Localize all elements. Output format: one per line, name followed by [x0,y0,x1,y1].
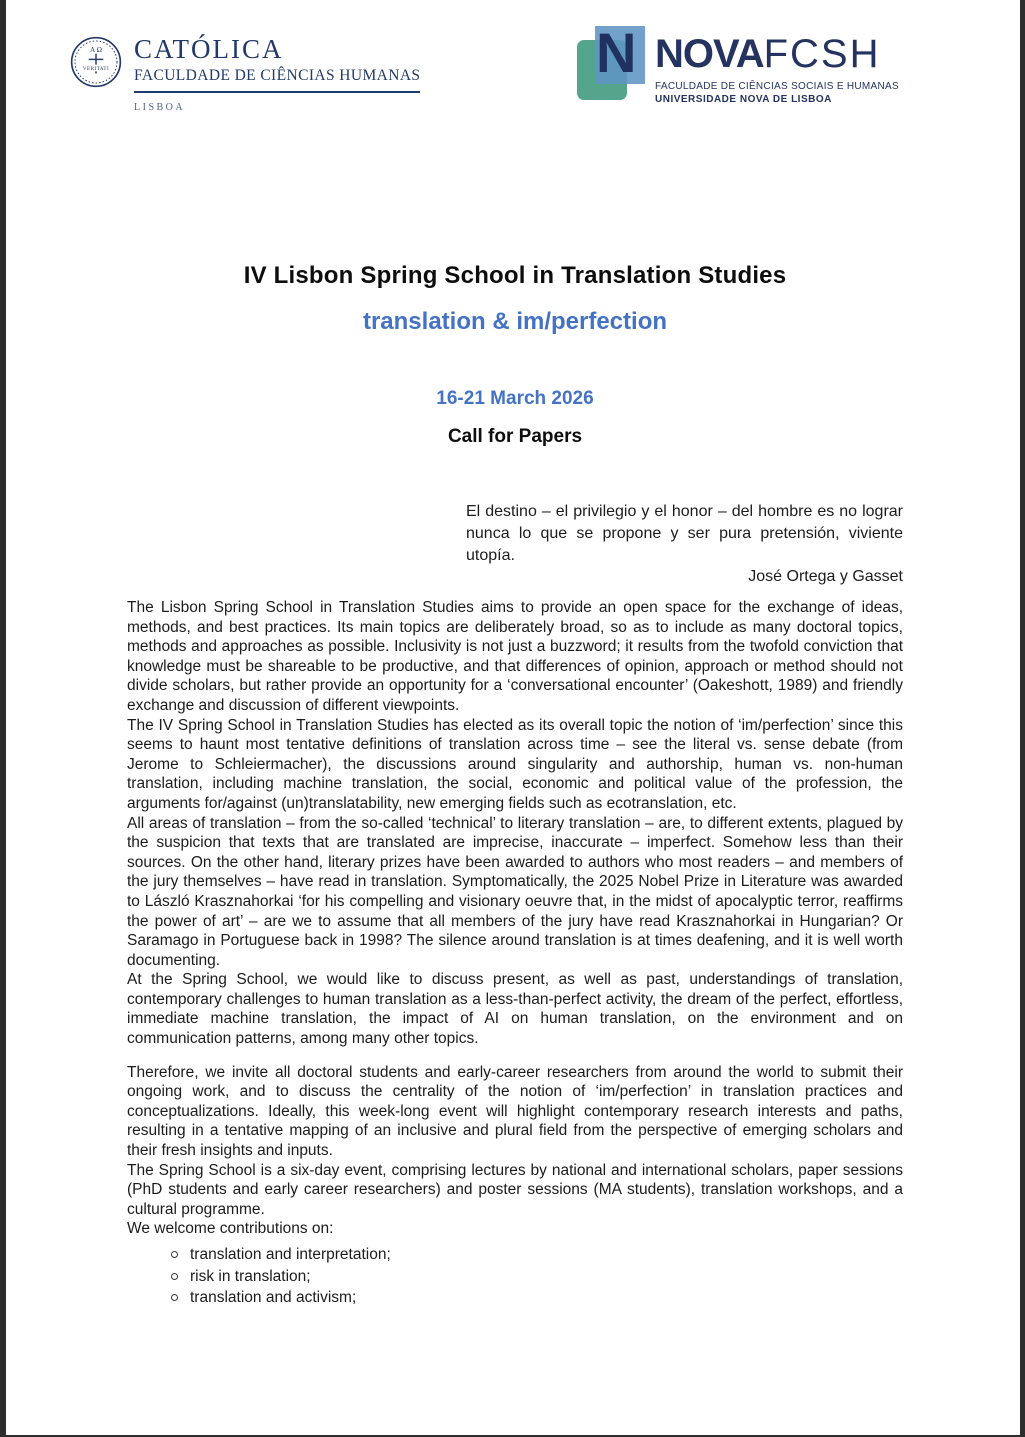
nova-n-letter: N [596,21,637,84]
document-page [6,0,1020,1435]
circle-bullet-icon [171,1273,178,1280]
nova-logo-text [655,34,899,105]
paragraph-2: The IV Spring School in Translation Studies has elected as its overall topic the notion of ‘im/perfection’ since this seems to haunt most tentative definitions of translation across time – see the literal vs. sense debate (from Jerome to Schleiermacher), the discussions around singularity and authorship, human vs. non-human translation, including machine translation, the social, economic and political value of the profession, the arguments for/against (un)translatability, new emerging fields such as ecotranslation, etc. [127,716,903,812]
list-item [127,1287,903,1309]
topic-text: translation and activism; [190,1289,357,1306]
nova-wordmark [655,34,899,74]
paragraph-5: Therefore, we invite all doctoral students and early-career researchers from around the world to submit their ongoing work, and to discuss the centrality of the notion of ‘im/perfection’ in translation practices and conceptualizations. Ideally, this week-long event will highlight contemporary research interests and paths, resulting in a tentative mapping of an inclusive and plural field from the perspective of emerging scholars and their fresh insights and inputs. [127,1063,903,1160]
nova-wordmark-light: FCSH [763,32,881,76]
catolica-logo [70,36,420,113]
welcome-line: We welcome contributions on: [127,1220,334,1238]
list-item [127,1266,903,1288]
paragraph-4: At the Spring School, we would like to discuss present, as well as past, understandings of translation, contemporary challenges to human translation as a less-than-perfect activity, the dream of the perfect, effortless, immediate machine translation, the impact of AI on human translation, on the environment and on communication patterns, among many other topics. [127,971,903,1048]
document-body [6,262,1020,1309]
page-subtitle: translation & im/perfection [362,308,668,335]
nova-fcsh-logo [575,21,899,116]
paragraph-1: The Lisbon Spring School in Translation Studies aims to provide an open space for the exchange of ideas, methods, and best practices. Its main topics are deliberately broad, so as to include as many doctoral topics, methods and approaches as possible. Inclusivity is not just a buzzword; it results from the twofold conviction that knowledge must be shareable to be productive, and that differences of opinion, approach or method should not divide scholars, but rather provide an opportunity for a ‘conversational encounter’ (Oakeshott, 1989) and friendly exchange and discussion of different viewpoints. [127,599,903,714]
nova-university-name: UNIVERSIDADE NOVA DE LISBOA [655,94,832,105]
paragraph-6: The Spring School is a six-day event, comprising lectures by national and international scholars, paper sessions (PhD students and early career researchers) and poster sessions (MA students), translation workshops, and a cultural programme. [127,1161,903,1218]
nova-monogram-icon [575,21,647,116]
catolica-seal-icon [70,36,122,88]
catolica-rule [134,91,420,93]
main-text [127,598,903,1309]
circle-bullet-icon [171,1251,178,1258]
seal-banner-text: VERITATI [82,66,110,73]
catolica-logo-text [134,36,420,113]
paragraph-3: All areas of translation – from the so-called ‘technical’ to literary translation – are, to different extents, plagued by the suspicion that texts that are translated are imprecise, inaccurate – imperfect. Somehow less than their sources. On the other hand, literary prizes have been awarded to authors who most readers – and members of the jury themselves – have read in translation. Symptomatically, the 2025 Nobel Prize in Literature was awarded to László Krasznahorkai ‘for his compelling and visionary oeuvre that, in the midst of apocalyptic terror, reaffirms the power of art’ – are we to assume that all members of the jury have read Krasznahorkai in Hungarian? Or Saramago in Portuguese back in 1998? The silence around translation is at times deafening, and it is well worth documenting. [127,814,903,969]
circle-bullet-icon [171,1294,178,1301]
event-dates: 16-21 March 2026 [436,388,594,409]
topic-text: risk in translation; [190,1267,311,1285]
epigraph-quote: El destino – el privilegio y el honor – del hombre es no lograr nunca lo que se propone y ser pura pretensión, viviente utopía. [466,503,903,564]
topic-text: translation and interpretation; [190,1246,391,1263]
nova-wordmark-bold: NOVA [655,32,764,76]
nova-faculty-name: FACULDADE DE CIÊNCIAS SOCIAIS E HUMANAS [655,81,899,92]
seal-top-text: A Ω [89,46,103,55]
epigraph-attribution: José Ortega y Gasset [748,568,903,585]
list-item [127,1244,903,1266]
catolica-wordmark: CATÓLICA [134,34,284,64]
call-for-papers-heading: Call for Papers [447,426,583,447]
topics-list [127,1244,903,1309]
page-title: IV Lisbon Spring School in Translation Studies [243,262,787,289]
catolica-faculty-name: FACULDADE DE CIÊNCIAS HUMANAS [134,67,421,84]
catolica-city: LISBOA [134,102,186,113]
